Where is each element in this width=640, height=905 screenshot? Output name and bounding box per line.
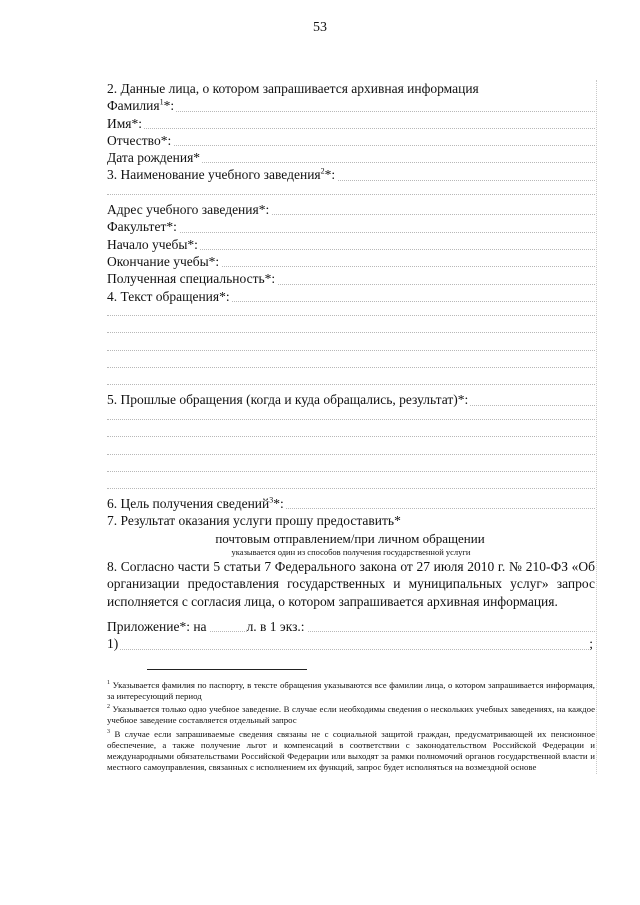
page-number: 53 bbox=[313, 20, 327, 35]
footnote-3: $^3$ В случае если запрашиваемые сведения связаны не с социальной защитой граждан, предусматривающей их пенсионное обеспечение, а также получение льгот и компенсаций в соответствии с законодательством Российской Федерации и международными обязательствами Российской Федерации или выходят за рамки полномочий органов государственной власти и местного самоуправления, связанных с исполнением их функций, запрос будет исполняться на возмездной основе bbox=[107, 728, 595, 773]
attachment-line[interactable]: Приложение*: на л. в 1 экз.: bbox=[107, 618, 595, 635]
request-text-line[interactable] bbox=[107, 357, 595, 374]
section-4-title[interactable]: 4. Текст обращения*: bbox=[107, 288, 595, 305]
section-2-title: 2. Данные лица, о котором запрашивается архивная информация bbox=[107, 81, 479, 96]
specialty-field[interactable]: Полученная специальность*: bbox=[107, 270, 595, 287]
delivery-note: указывается один из способов получения государственной услуги bbox=[231, 547, 471, 558]
section-7-title: 7. Результат оказания услуги прошу предоставить* bbox=[107, 513, 401, 529]
section-3-title[interactable]: 3. Наименование учебного заведения$^2$*: bbox=[107, 166, 595, 183]
footnote-1: $^1$ Указывается фамилия по паспорту, в тексте обращения указываются все фамилии лица, о котором запрашивается информация, за интересующий период bbox=[107, 679, 595, 701]
study-end-field[interactable]: Окончание учебы*: bbox=[107, 253, 595, 270]
faculty-field[interactable]: Факультет*: bbox=[107, 218, 595, 235]
footnote-ref-2: 2 bbox=[320, 166, 325, 176]
birth-date-field[interactable]: Дата рождения* bbox=[107, 149, 595, 166]
delivery-options[interactable]: почтовым отправлением/при личном обращении bbox=[215, 530, 485, 546]
name-field[interactable]: Имя*: bbox=[107, 115, 595, 132]
footnote-ref-1: 1 bbox=[159, 97, 164, 107]
previous-requests-line[interactable] bbox=[107, 409, 595, 426]
request-text-line[interactable] bbox=[107, 322, 595, 339]
section-8-consent: 8. Согласно части 5 статьи 7 Федерального закона от 27 июля 2010 г. № 210-ФЗ «Об организации предоставления государственных и муниципальных услуг» запрос исполняется с согласия лица, о котором запрашивается архивная информация. bbox=[107, 559, 595, 609]
patronymic-field[interactable]: Отчество*: bbox=[107, 132, 595, 149]
section-5-title[interactable]: 5. Прошлые обращения (когда и куда обращались, результат)*: bbox=[107, 391, 595, 408]
footnote-ref-3: 3 bbox=[269, 495, 274, 505]
previous-requests-line[interactable] bbox=[107, 461, 595, 478]
address-field[interactable]: Адрес учебного заведения*: bbox=[107, 201, 595, 218]
institution-name-line[interactable] bbox=[107, 184, 595, 201]
request-form bbox=[107, 80, 595, 774]
footnote-separator bbox=[147, 669, 307, 670]
section-6-title[interactable]: 6. Цель получения сведений$^3$*: bbox=[107, 495, 595, 512]
attachment-item[interactable]: 1) ; bbox=[107, 636, 593, 652]
study-start-field[interactable]: Начало учебы*: bbox=[107, 236, 595, 253]
previous-requests-line[interactable] bbox=[107, 426, 595, 443]
surname-field[interactable]: Фамилия$^1$*: bbox=[107, 97, 595, 114]
request-text-line[interactable] bbox=[107, 305, 595, 322]
request-text-line[interactable] bbox=[107, 339, 595, 356]
previous-requests-line[interactable] bbox=[107, 478, 595, 495]
request-text-line[interactable] bbox=[107, 374, 595, 391]
previous-requests-line[interactable] bbox=[107, 443, 595, 460]
footnote-2: $^2$ Указывается только одно учебное заведение. В случае если необходимы сведения о нескольких учебных заведениях, на каждое учебное заведение составляется отдельный запрос bbox=[107, 703, 595, 726]
form-border-dots bbox=[596, 80, 597, 774]
